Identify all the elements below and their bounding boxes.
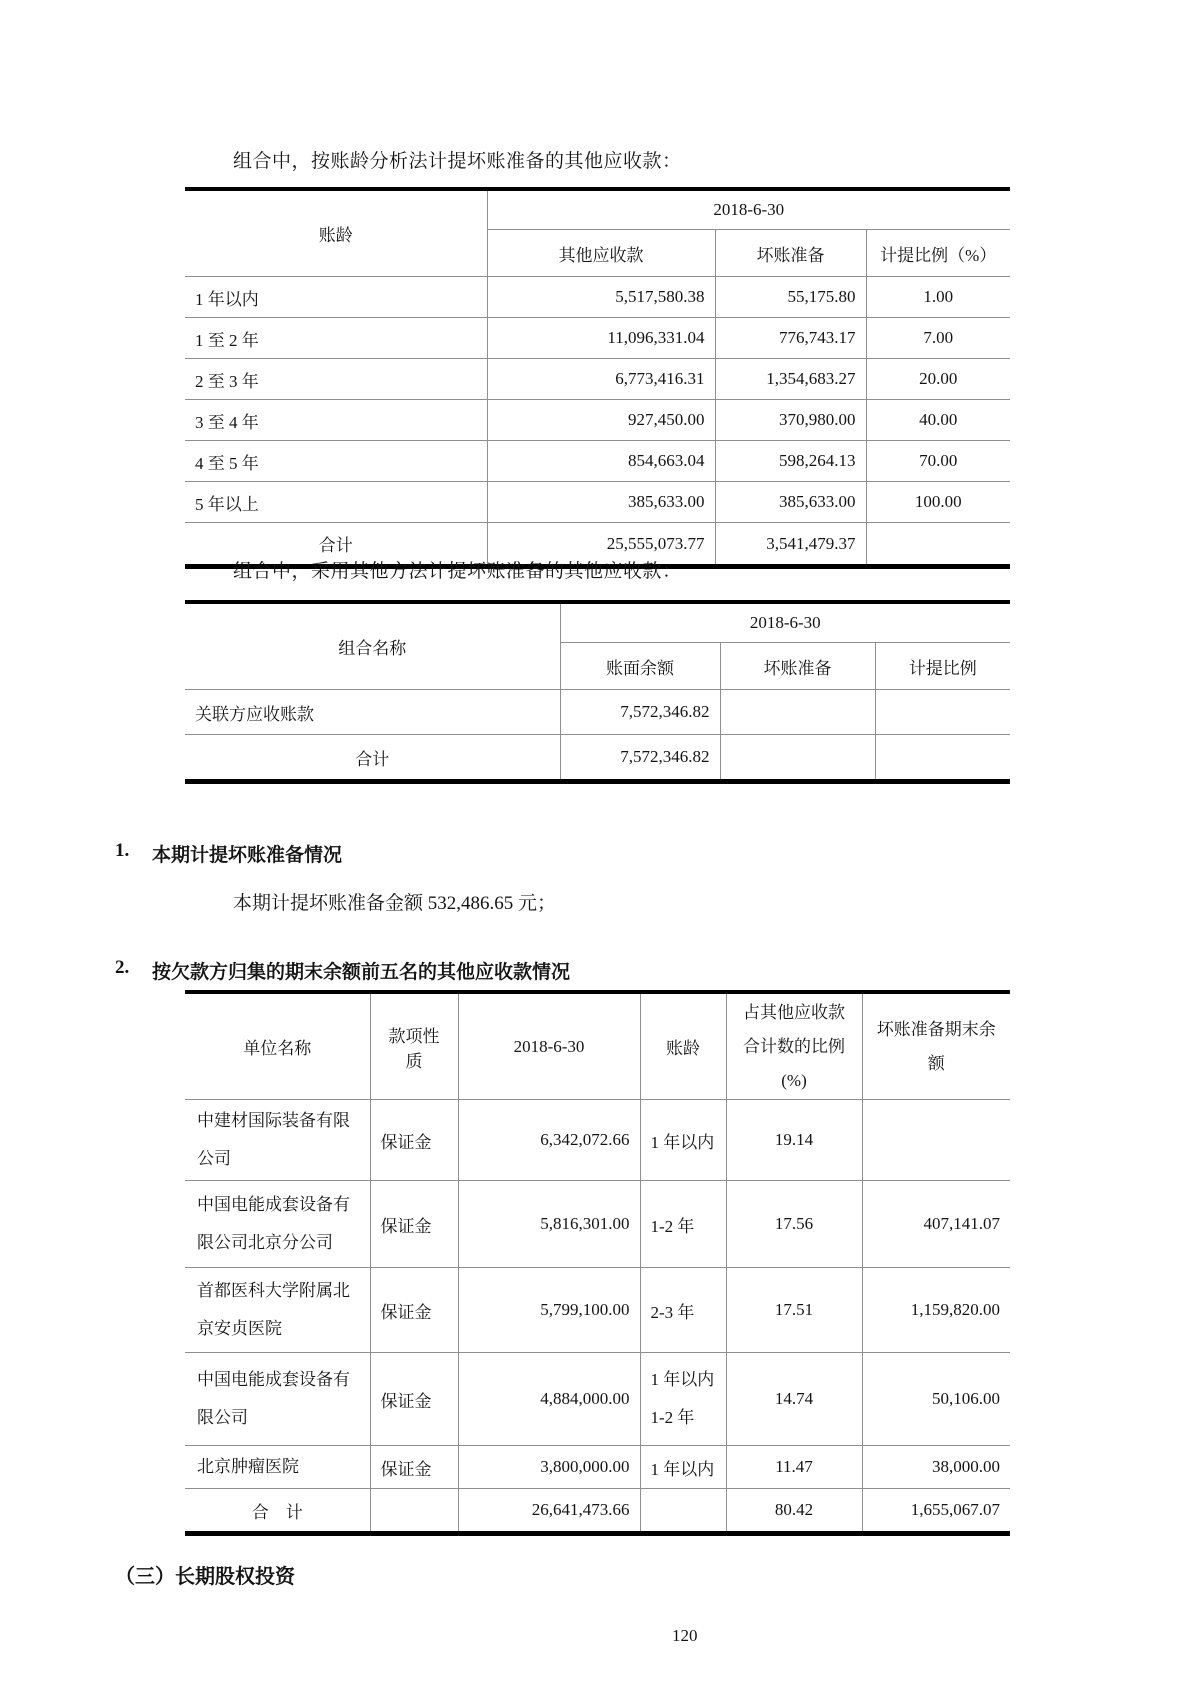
cell-aging: 1 年以内	[185, 277, 487, 318]
header-ending-provision	[862, 992, 1010, 1100]
table-row	[185, 277, 1010, 318]
table-header-row	[185, 189, 1010, 230]
header-date: 2018-6-30	[487, 189, 1010, 230]
table-row	[185, 1353, 1010, 1446]
top5-receivables-table	[185, 990, 1010, 1536]
header-ratio: 计提比例	[875, 643, 1010, 690]
cell-aging: 2-3 年	[640, 1268, 726, 1353]
header-bad-debt: 坏账准备	[720, 643, 875, 690]
header-bad-debt: 坏账准备	[715, 230, 866, 277]
cell-nature: 保证金	[370, 1100, 458, 1181]
cell-amount: 5,816,301.00	[458, 1181, 640, 1268]
cell-provision: 407,141.07	[862, 1181, 1010, 1268]
table-row	[185, 690, 1010, 735]
cell-provision: 55,175.80	[715, 277, 866, 318]
cell-total-label: 合计	[185, 523, 487, 567]
header-ratio	[726, 992, 862, 1100]
table-row	[185, 1100, 1010, 1181]
other-method-table	[185, 600, 1010, 784]
cell-unit-name: 中国电能成套设备有限公司	[185, 1353, 370, 1446]
cell-nature: 保证金	[370, 1268, 458, 1353]
cell-total-provision	[720, 735, 875, 782]
table-row	[185, 1181, 1010, 1268]
cell-unit-name: 首都医科大学附属北京安贞医院	[185, 1268, 370, 1353]
cell-total-nature	[370, 1489, 458, 1534]
header-balance: 账面余额	[560, 643, 720, 690]
cell-aging: 4 至 5 年	[185, 441, 487, 482]
table-row	[185, 318, 1010, 359]
aging-line: 1-2 年	[650, 1408, 695, 1427]
header-other-receivables: 其他应收款	[487, 230, 715, 277]
table-row	[185, 482, 1010, 523]
cell-ratio: 17.51	[726, 1268, 862, 1353]
cell-amount: 854,663.04	[487, 441, 715, 482]
cell-ratio: 70.00	[866, 441, 1010, 482]
cell-unit-name: 中国电能成套设备有限公司北京分公司	[185, 1181, 370, 1268]
cell-amount: 927,450.00	[487, 400, 715, 441]
header-portfolio-name: 组合名称	[185, 602, 560, 690]
section-title: 按欠款方归集的期末余额前五名的其他应收款情况	[152, 962, 571, 983]
header-nature: 款项性质	[370, 992, 458, 1100]
cell-ratio: 11.47	[726, 1446, 862, 1489]
cell-provision: 50,106.00	[862, 1353, 1010, 1446]
cell-aging	[640, 1353, 726, 1446]
cell-provision: 370,980.00	[715, 400, 866, 441]
cell-ratio: 20.00	[866, 359, 1010, 400]
header-ratio-line: 占其他应收款	[743, 1002, 845, 1022]
cell-aging: 1-2 年	[640, 1181, 726, 1268]
cell-provision: 1,354,683.27	[715, 359, 866, 400]
cell-amount: 385,633.00	[487, 482, 715, 523]
header-ratio-line: (%)	[781, 1070, 807, 1090]
cell-total-balance: 7,572,346.82	[560, 735, 720, 782]
cell-nature: 保证金	[370, 1446, 458, 1489]
cell-total-amount: 26,641,473.66	[458, 1489, 640, 1534]
cell-aging: 5 年以上	[185, 482, 487, 523]
cell-total-label: 合 计	[185, 1489, 370, 1534]
header-provision-line: 额	[927, 1053, 945, 1073]
page-number: 120	[672, 1626, 698, 1645]
cell-provision: 385,633.00	[715, 482, 866, 523]
section-3-heading: （三）长期股权投资	[115, 1566, 295, 1588]
cell-provision	[720, 690, 875, 735]
section-number: 1.	[115, 840, 130, 861]
cell-provision: 1,159,820.00	[862, 1268, 1010, 1353]
cell-total-ratio	[875, 735, 1010, 782]
section-number: 2.	[115, 957, 130, 978]
cell-amount: 6,773,416.31	[487, 359, 715, 400]
table-row	[185, 441, 1010, 482]
header-date: 2018-6-30	[560, 602, 1010, 643]
cell-amount: 5,517,580.38	[487, 277, 715, 318]
other-method-table-title: 组合中，采用其他方法计提坏账准备的其他应收款：	[233, 561, 682, 582]
cell-total-provision: 3,541,479.37	[715, 523, 866, 567]
header-provision-line: 坏账准备期末余	[876, 1019, 996, 1039]
aging-analysis-table	[185, 187, 1010, 569]
cell-amount: 11,096,331.04	[487, 318, 715, 359]
header-unit-name: 单位名称	[185, 992, 370, 1100]
cell-unit-name: 北京肿瘤医院	[185, 1446, 370, 1489]
cell-nature: 保证金	[370, 1353, 458, 1446]
cell-aging: 2 至 3 年	[185, 359, 487, 400]
cell-ratio: 19.14	[726, 1100, 862, 1181]
cell-total-ratio: 80.42	[726, 1489, 862, 1534]
cell-total-aging	[640, 1489, 726, 1534]
table-row	[185, 1446, 1010, 1489]
cell-amount: 4,884,000.00	[458, 1353, 640, 1446]
cell-amount: 5,799,100.00	[458, 1268, 640, 1353]
header-aging: 账龄	[185, 189, 487, 277]
cell-aging: 1 年以内	[640, 1100, 726, 1181]
cell-aging: 1 至 2 年	[185, 318, 487, 359]
header-date: 2018-6-30	[458, 992, 640, 1100]
cell-total-provision: 1,655,067.07	[862, 1489, 1010, 1534]
cell-portfolio-name: 关联方应收账款	[185, 690, 560, 735]
cell-ratio	[875, 690, 1010, 735]
table-header-row	[185, 992, 1010, 1100]
table-total-row	[185, 1489, 1010, 1534]
section-2-heading	[115, 957, 570, 984]
header-aging: 账龄	[640, 992, 726, 1100]
cell-provision: 598,264.13	[715, 441, 866, 482]
cell-balance: 7,572,346.82	[560, 690, 720, 735]
cell-total-amount: 25,555,073.77	[487, 523, 715, 567]
cell-unit-name: 中建材国际装备有限公司	[185, 1100, 370, 1181]
cell-ratio: 17.56	[726, 1181, 862, 1268]
cell-nature: 保证金	[370, 1181, 458, 1268]
cell-ratio: 7.00	[866, 318, 1010, 359]
cell-total-ratio	[866, 523, 1010, 567]
header-ratio: 计提比例（%）	[866, 230, 1010, 277]
aging-table-title: 组合中，按账龄分析法计提坏账准备的其他应收款：	[233, 151, 682, 172]
cell-provision	[862, 1100, 1010, 1181]
cell-amount: 6,342,072.66	[458, 1100, 640, 1181]
cell-aging: 3 至 4 年	[185, 400, 487, 441]
table-total-row	[185, 735, 1010, 782]
aging-line: 1 年以内	[650, 1370, 715, 1389]
cell-ratio: 100.00	[866, 482, 1010, 523]
cell-ratio: 1.00	[866, 277, 1010, 318]
table-row	[185, 400, 1010, 441]
cell-amount: 3,800,000.00	[458, 1446, 640, 1489]
table-header-row	[185, 602, 1010, 643]
table-row	[185, 1268, 1010, 1353]
cell-total-label: 合计	[185, 735, 560, 782]
provision-amount-text: 本期计提坏账准备金额 532,486.65 元；	[233, 893, 557, 914]
cell-aging: 1 年以内	[640, 1446, 726, 1489]
section-1-heading	[115, 840, 342, 867]
cell-provision: 38,000.00	[862, 1446, 1010, 1489]
cell-provision: 776,743.17	[715, 318, 866, 359]
cell-ratio: 40.00	[866, 400, 1010, 441]
section-title: 本期计提坏账准备情况	[152, 845, 343, 866]
header-ratio-line: 合计数的比例	[743, 1036, 845, 1056]
cell-ratio: 14.74	[726, 1353, 862, 1446]
table-row	[185, 359, 1010, 400]
